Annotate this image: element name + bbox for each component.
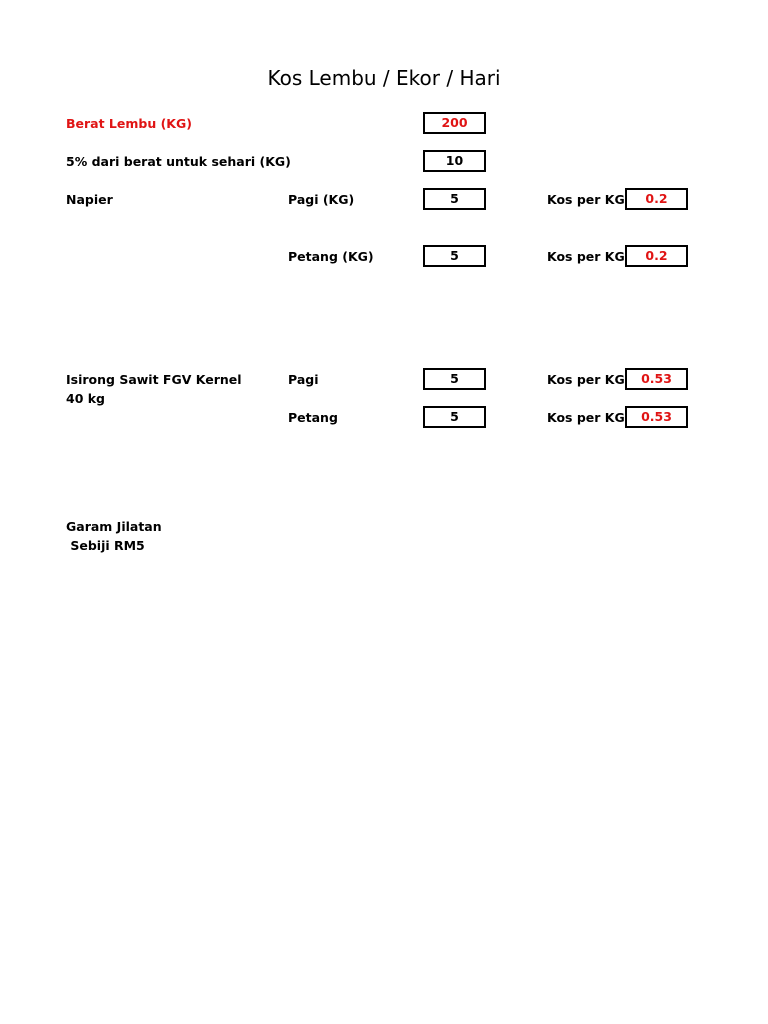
kernel-evening-cost-cell[interactable]: 0.53 (625, 406, 688, 428)
kernel-morning-cost-cell[interactable]: 0.53 (625, 368, 688, 390)
daily-intake-label: 5% dari berat untuk sehari (KG) (66, 154, 291, 169)
kernel-evening-value-cell[interactable]: 5 (423, 406, 486, 428)
kernel-evening-cost-label: Kos per KG (547, 410, 625, 425)
kernel-label-line2: 40 kg (66, 391, 106, 406)
napier-evening-cost-label: Kos per KG (547, 249, 625, 264)
kernel-evening-label: Petang (288, 410, 338, 425)
weight-label: Berat Lembu (KG) (66, 116, 192, 131)
weight-value-cell[interactable]: 200 (423, 112, 486, 134)
salt-label-line1: Garam Jilatan (66, 519, 162, 534)
kernel-morning-cost-label: Kos per KG (547, 372, 625, 387)
daily-intake-value-cell[interactable]: 10 (423, 150, 486, 172)
kernel-morning-label: Pagi (288, 372, 319, 387)
page-title: Kos Lembu / Ekor / Hari (267, 66, 501, 90)
napier-label: Napier (66, 192, 113, 207)
kernel-label-line1: Isirong Sawit FGV Kernel (66, 372, 242, 387)
napier-evening-cost-cell[interactable]: 0.2 (625, 245, 688, 267)
napier-evening-value-cell[interactable]: 5 (423, 245, 486, 267)
napier-morning-value-cell[interactable]: 5 (423, 188, 486, 210)
kernel-morning-value-cell[interactable]: 5 (423, 368, 486, 390)
napier-morning-cost-cell[interactable]: 0.2 (625, 188, 688, 210)
napier-evening-label: Petang (KG) (288, 249, 374, 264)
salt-label-line2: Sebiji RM5 (66, 538, 145, 553)
napier-morning-cost-label: Kos per KG (547, 192, 625, 207)
napier-morning-label: Pagi (KG) (288, 192, 355, 207)
